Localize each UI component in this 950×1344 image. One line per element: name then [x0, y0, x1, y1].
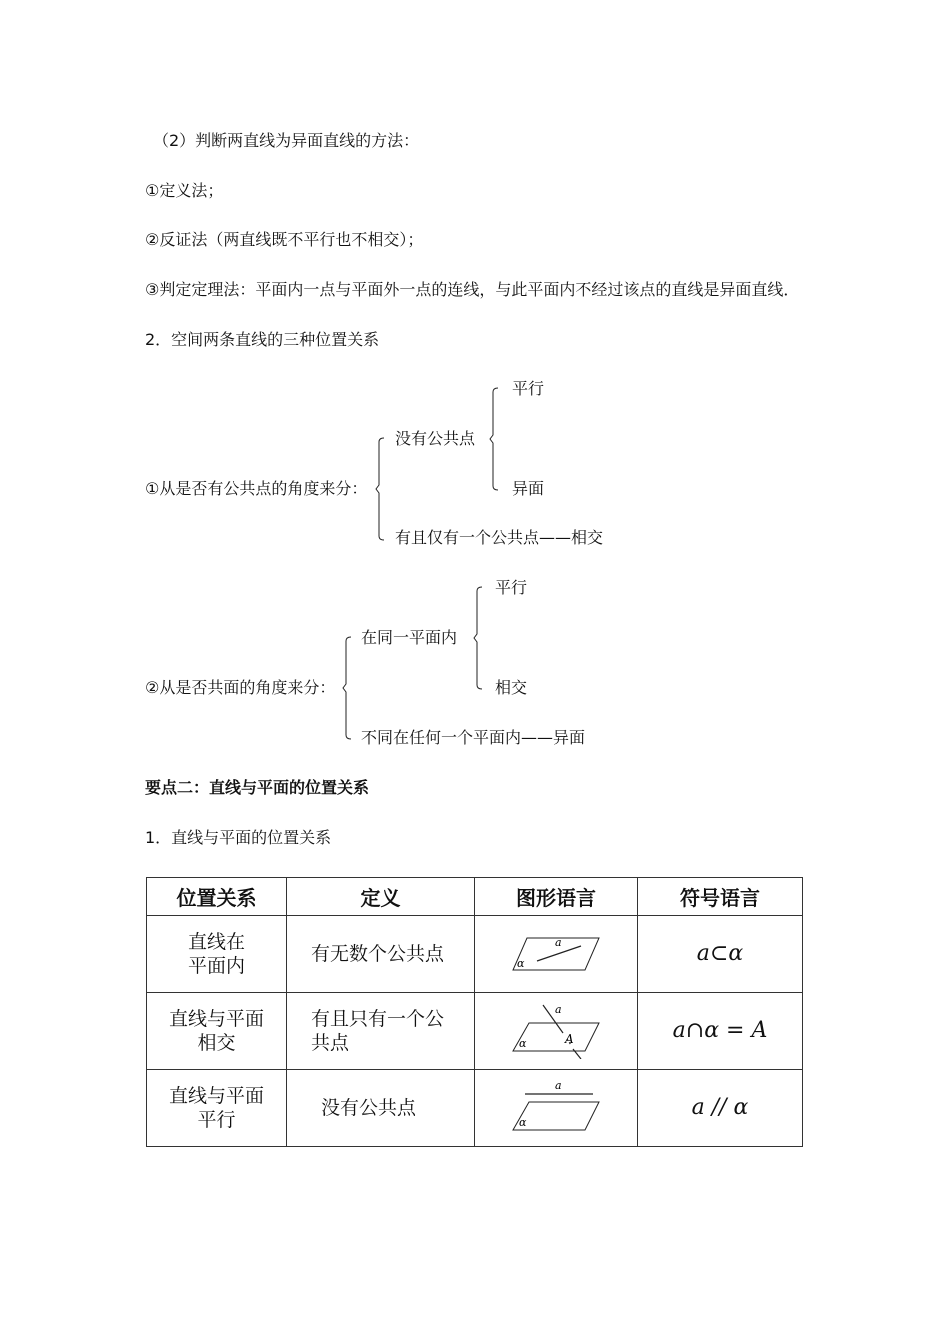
definition-cell — [287, 993, 475, 1070]
relation-line1: 直线与平面 — [168, 1085, 264, 1107]
symbol-text: a // α — [691, 1095, 749, 1120]
table-row — [147, 916, 803, 993]
figure-cell — [475, 1070, 638, 1147]
relation-line1: 直线在 — [187, 931, 245, 953]
line-in-plane-figure — [511, 934, 601, 974]
figure-label-alpha: α — [519, 1037, 527, 1050]
symbol-cell — [638, 916, 803, 993]
symbol-text: a⊂α — [696, 941, 744, 966]
section-heading: 要点二：直线与平面的位置关系 — [145, 778, 370, 797]
tree1-leaf-skew: 异面 — [512, 479, 545, 498]
header-relation: 位置关系 — [147, 878, 287, 916]
definition-line1: 没有公共点 — [321, 1097, 417, 1119]
paragraph-method-heading: （2）判断两直线为异面直线的方法： — [153, 131, 420, 150]
tree1-main-brace — [376, 437, 390, 543]
paragraph-theorem-method: ③判定定理法：平面内一点与平面外一点的连线，与此平面内不经过该点的直线是异面直线． — [145, 280, 800, 299]
header-definition: 定义 — [287, 878, 475, 916]
symbol-cell — [638, 1070, 803, 1147]
header-figure: 图形语言 — [475, 878, 638, 916]
figure-cell — [475, 993, 638, 1070]
definition-cell — [287, 1070, 475, 1147]
tree1-branch-one-point: 有且仅有一个公共点——相交 — [395, 528, 604, 547]
tree2-leaf-parallel: 平行 — [495, 578, 528, 597]
section-subheading: 1．直线与平面的位置关系 — [145, 828, 332, 847]
table-header-row — [147, 878, 803, 916]
figure-cell — [475, 916, 638, 993]
relation-line1: 直线与平面 — [168, 1008, 264, 1030]
figure-label-a: a — [555, 1003, 562, 1016]
tree1-branch-no-common-point: 没有公共点 — [395, 429, 476, 448]
tree1-leaf-parallel: 平行 — [512, 379, 545, 398]
symbol-text: a∩α = A — [672, 1018, 768, 1043]
definition-line1: 有且只有一个公 — [311, 1008, 445, 1030]
figure-label-a: a — [555, 1080, 562, 1092]
figure-label-alpha: α — [517, 957, 525, 970]
tree1-sub-brace — [490, 387, 504, 493]
relation-line2: 相交 — [197, 1032, 236, 1054]
paragraph-definition-method: ①定义法； — [145, 181, 224, 200]
definition-cell — [287, 916, 475, 993]
tree1-root: ①从是否有公共点的角度来分： — [145, 479, 368, 498]
figure-label-point-A: A — [565, 1032, 574, 1046]
tree2-main-brace — [343, 636, 357, 742]
relation-line2: 平行 — [197, 1109, 236, 1131]
relation-line2: 平面内 — [187, 955, 245, 977]
tree2-root: ②从是否共面的角度来分： — [145, 678, 336, 697]
definition-line1: 有无数个公共点 — [311, 943, 445, 965]
paragraph-three-relations: 2．空间两条直线的三种位置关系 — [145, 330, 380, 349]
relation-cell — [147, 993, 287, 1070]
tree2-leaf-intersect: 相交 — [495, 678, 528, 697]
symbol-cell — [638, 993, 803, 1070]
line-intersects-plane-figure — [511, 1003, 601, 1059]
table-row — [147, 1070, 803, 1147]
table-row — [147, 993, 803, 1070]
figure-label-alpha: α — [519, 1116, 527, 1129]
relation-cell — [147, 916, 287, 993]
tree2-sub-brace — [474, 586, 488, 692]
relation-cell — [147, 1070, 287, 1147]
paragraph-contradiction-method: ②反证法（两直线既不平行也不相交）； — [145, 230, 424, 249]
line-parallel-plane-figure — [511, 1080, 601, 1136]
tree2-branch-coplanar: 在同一平面内 — [361, 628, 458, 647]
definition-line2: 共点 — [311, 1032, 350, 1054]
header-symbol: 符号语言 — [638, 878, 803, 916]
tree2-branch-noncoplanar: 不同在任何一个平面内——异面 — [361, 728, 586, 747]
figure-label-a: a — [555, 936, 562, 949]
line-plane-relation-table — [146, 877, 803, 1147]
